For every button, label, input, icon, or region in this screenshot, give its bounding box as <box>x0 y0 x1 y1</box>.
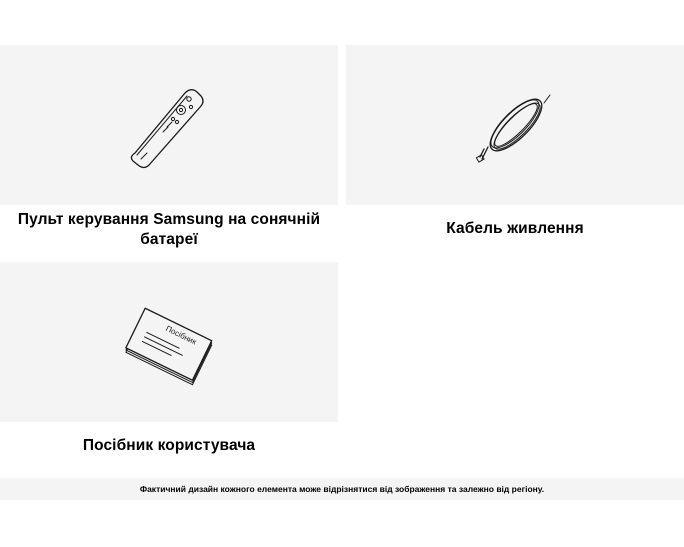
power-cable-icon <box>474 83 558 167</box>
cable-image-tile <box>346 45 684 205</box>
disclaimer-bar <box>0 478 684 500</box>
manual-caption-line1: Посібник користувача <box>82 437 256 454</box>
manual-cover-text: Посібник <box>164 323 198 347</box>
manual-caption <box>0 436 338 456</box>
user-manual-icon <box>125 306 217 378</box>
remote-caption-line2: батареї <box>140 231 198 248</box>
remote-control-icon <box>125 83 215 173</box>
remote-caption-line1: Пульт керування Samsung на сонячній <box>17 211 321 228</box>
manual-image-tile <box>0 262 338 422</box>
cable-caption <box>346 219 684 239</box>
disclaimer-text: Фактичний дизайн кожного елемента може відрізнятися від зображення та залежно від регіону. <box>139 484 545 494</box>
remote-image-tile <box>0 45 338 205</box>
cable-caption-line1: Кабель живлення <box>446 220 584 237</box>
remote-caption <box>0 210 338 250</box>
